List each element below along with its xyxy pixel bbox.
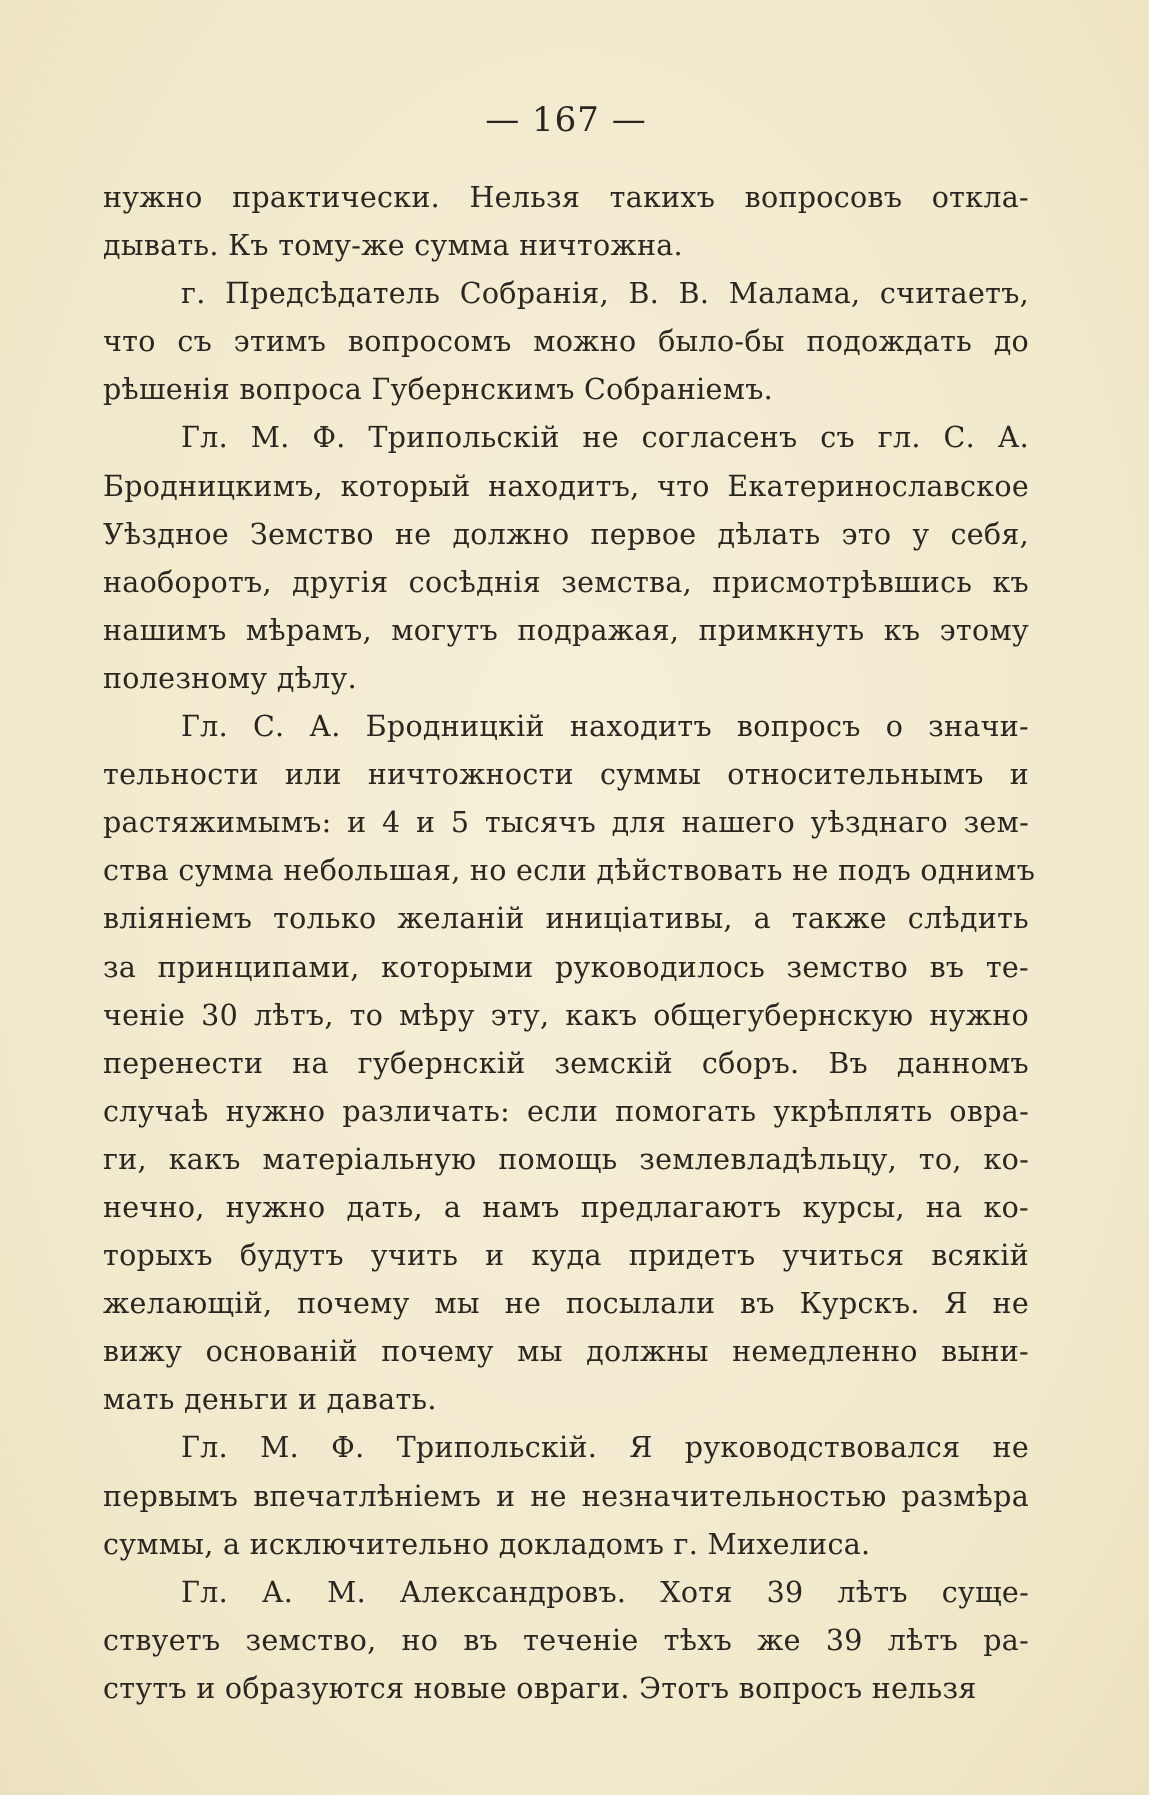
paragraph bbox=[103, 174, 1029, 270]
text-line: нашимъ мѣрамъ, могутъ подражая, примкнуть къ этому bbox=[103, 613, 1029, 647]
paragraph bbox=[103, 703, 1036, 1424]
text-line: ствуетъ земство, но въ теченіе тѣхъ же 39 лѣтъ ра- bbox=[103, 1623, 1029, 1657]
text-line: полезному дѣлу. bbox=[103, 661, 357, 695]
text-line: стутъ и образуются новые овраги. Этотъ вопросъ нельзя bbox=[103, 1671, 977, 1705]
text-line: нечно, нужно дать, а намъ предлагаютъ курсы, на ко- bbox=[103, 1190, 1029, 1224]
text-line: Уѣздное Земство не должно первое дѣлать это у себя, bbox=[103, 517, 1029, 551]
text-line: перенести на губернскій земскій сборъ. Въ данномъ bbox=[103, 1046, 1029, 1080]
text-line: Бродницкимъ, который находитъ, что Екатеринославское bbox=[103, 469, 1029, 503]
paragraph bbox=[103, 414, 1029, 703]
text-line: желающій, почему мы не посылали въ Курскъ. Я не bbox=[103, 1287, 1029, 1321]
text-line: растяжимымъ: и 4 и 5 тысячъ для нашего уѣзднаго зем- bbox=[103, 806, 1029, 840]
text-line: что съ этимъ вопросомъ можно было-бы подождать до bbox=[103, 325, 1029, 359]
paragraph bbox=[103, 1569, 1029, 1713]
page-number: — 167 — bbox=[485, 100, 647, 140]
text-line: вижу основаній почему мы должны немедленно выни- bbox=[103, 1335, 1029, 1369]
text-line: мать деньги и давать. bbox=[103, 1383, 437, 1417]
text-line: торыхъ будутъ учить и куда придетъ учиться всякій bbox=[103, 1239, 1029, 1273]
text-line: Гл. А. М. Александровъ. Хотя 39 лѣтъ суще- bbox=[181, 1575, 1029, 1609]
text-line: вліяніемъ только желаній иниціативы, а также слѣдить bbox=[103, 902, 1029, 936]
text-line: ства сумма небольшая, но если дѣйствовать не подъ однимъ bbox=[103, 854, 1036, 888]
text-line: ченіе 30 лѣтъ, то мѣру эту, какъ общегубернскую нужно bbox=[103, 998, 1029, 1032]
text-line: первымъ впечатлѣніемъ и не незначительностью размѣра bbox=[103, 1479, 1029, 1513]
text-line: Гл. С. А. Бродницкій находитъ вопросъ о значи- bbox=[181, 710, 1029, 744]
text-line: случаѣ нужно различать: если помогать укрѣплять овра- bbox=[103, 1094, 1029, 1128]
text-line: ги, какъ матеріальную помощь землевладѣльцу, то, ко- bbox=[103, 1142, 1029, 1176]
text-line: нужно практически. Нельзя такихъ вопросовъ откла- bbox=[103, 181, 1029, 214]
text-line: Гл. М. Ф. Трипольскій. Я руководствовался не bbox=[181, 1431, 1029, 1465]
text-line: наоборотъ, другія сосѣднія земства, присмотрѣвшись къ bbox=[103, 565, 1029, 599]
text-line: г. Предсѣдатель Собранія, В. В. Малама, считаетъ, bbox=[181, 277, 1029, 311]
text-line: суммы, а исключительно докладомъ г. Михелиса. bbox=[103, 1527, 871, 1561]
text-line: рѣшенія вопроса Губернскимъ Собраніемъ. bbox=[103, 373, 773, 407]
text-line: дывать. Къ тому-же сумма ничтожна. bbox=[103, 229, 683, 263]
text-line: Гл. М. Ф. Трипольскій не согласенъ съ гл. С. А. bbox=[181, 421, 1029, 455]
document-page bbox=[103, 96, 1036, 1713]
text-line: тельности или ничтожности суммы относительнымъ и bbox=[103, 758, 1029, 792]
body-text bbox=[103, 174, 1036, 1713]
text-line: за принципами, которыми руководилось земство въ те- bbox=[103, 950, 1029, 984]
paragraph bbox=[103, 1424, 1029, 1568]
paragraph bbox=[103, 270, 1029, 414]
